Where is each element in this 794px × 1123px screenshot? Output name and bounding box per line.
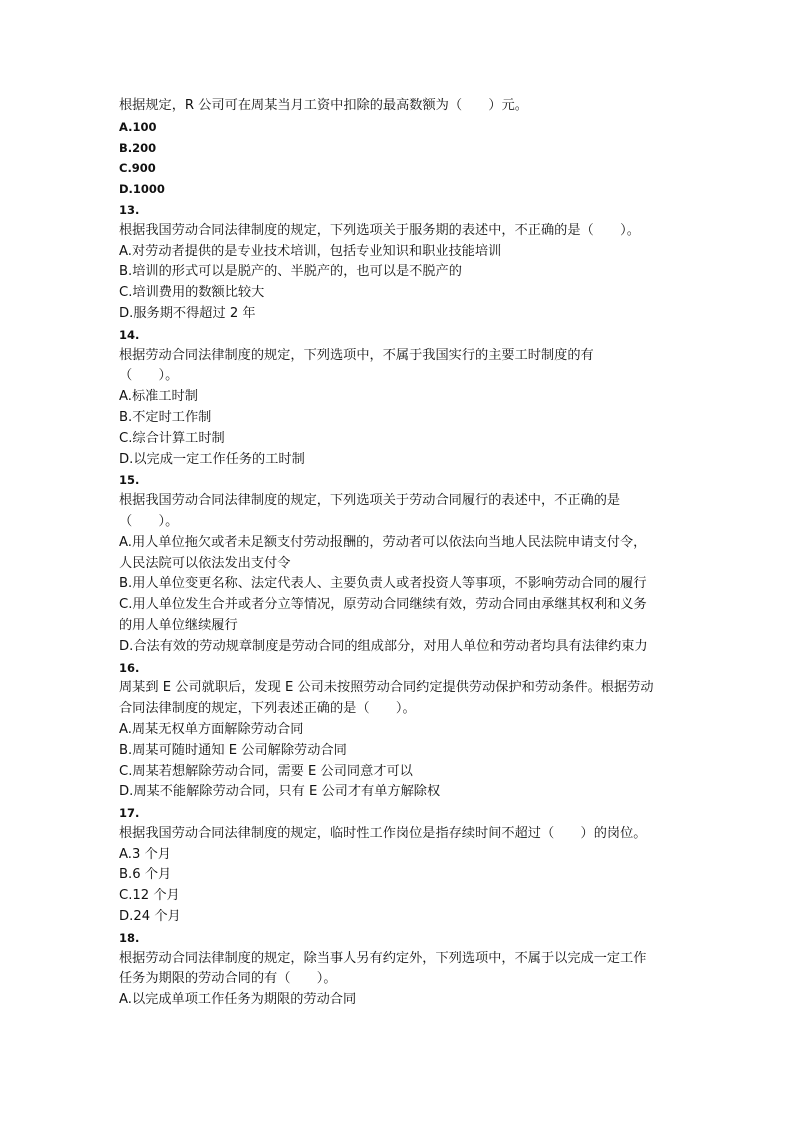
question-line: 根据规定，R 公司可在周某当月工资中扣除的最高数额为（ ）元。 <box>119 98 528 113</box>
question-line: 根据我国劳动合同法律制度的规定，下列选项关于服务期的表述中，不正确的是（ ）。 <box>119 222 640 238</box>
option-line: A.以完成单项工作任务为期限的劳动合同 <box>119 992 357 1008</box>
option-line: B.6 个月 <box>119 867 172 883</box>
option-line: A.周某无权单方面解除劳动合同 <box>119 721 304 737</box>
option-line: C.900 <box>119 161 156 176</box>
question-line: 根据我国劳动合同法律制度的规定，临时性工作岗位是指存续时间不超过（ ）的岗位。 <box>119 825 647 841</box>
question-number: 13. <box>119 202 140 217</box>
option-line: C.周某若想解除劳动合同，需要 E 公司同意才可以 <box>119 763 413 779</box>
question-line: 周某到 E 公司就职后，发现 E 公司未按照劳动合同约定提供劳动保护和劳动条件。根据劳动 <box>119 680 654 696</box>
option-line: B.不定时工作制 <box>119 409 212 425</box>
option-line: 人民法院可以依法发出支付令 <box>119 555 291 571</box>
question-number: 16. <box>119 660 140 675</box>
option-line: D.以完成一定工作任务的工时制 <box>119 451 305 467</box>
question-text-block <box>119 96 679 1011</box>
option-line: D.1000 <box>119 182 165 197</box>
option-line: D.合法有效的劳动规章制度是劳动合同的组成部分，对用人单位和劳动者均具有法律约束力 <box>119 638 648 654</box>
question-number: 18. <box>119 930 140 945</box>
option-line: B.周某可随时通知 E 公司解除劳动合同 <box>119 742 347 758</box>
question-line: 根据劳动合同法律制度的规定，下列选项中，不属于我国实行的主要工时制度的有 <box>119 347 594 363</box>
option-line: C.综合计算工时制 <box>119 430 225 446</box>
question-line: （ ）。 <box>119 513 179 529</box>
option-line: D.24 个月 <box>119 909 181 925</box>
option-line: 的用人单位继续履行 <box>119 617 238 633</box>
question-line: （ ）。 <box>119 368 179 384</box>
question-number: 14. <box>119 327 140 342</box>
question-number: 17. <box>119 806 140 821</box>
question-line: 根据我国劳动合同法律制度的规定，下列选项关于劳动合同履行的表述中，不正确的是 <box>119 493 621 509</box>
question-line: 根据劳动合同法律制度的规定，除当事人另有约定外，下列选项中，不属于以完成一定工作 <box>119 950 647 966</box>
option-line: B.培训的形式可以是脱产的、半脱产的，也可以是不脱产的 <box>119 264 462 280</box>
option-line: A.3 个月 <box>119 846 171 862</box>
question-line: 任务为期限的劳动合同的有（ ）。 <box>119 971 337 987</box>
option-line: C.12 个月 <box>119 888 180 904</box>
option-line: C.培训费用的数额比较大 <box>119 285 265 301</box>
option-line: C.用人单位发生合并或者分立等情况，原劳动合同继续有效，劳动合同由承继其权利和义务 <box>119 597 647 613</box>
option-line: A.用人单位拖欠或者未足额支付劳动报酬的，劳动者可以依法向当地人民法院申请支付令， <box>119 534 647 550</box>
option-line: A.100 <box>119 119 157 134</box>
option-line: B.用人单位变更名称、法定代表人、主要负责人或者投资人等事项，不影响劳动合同的履行 <box>119 576 647 592</box>
option-line: B.200 <box>119 140 157 155</box>
question-number: 15. <box>119 473 140 488</box>
option-line: A.对劳动者提供的是专业技术培训，包括专业知识和职业技能培训 <box>119 243 502 259</box>
option-line: D.服务期不得超过 2 年 <box>119 305 256 321</box>
question-line: 合同法律制度的规定，下列表述正确的是（ ）。 <box>119 701 416 717</box>
option-line: D.周某不能解除劳动合同，只有 E 公司才有单方解除权 <box>119 784 441 800</box>
option-line: A.标准工时制 <box>119 389 198 405</box>
